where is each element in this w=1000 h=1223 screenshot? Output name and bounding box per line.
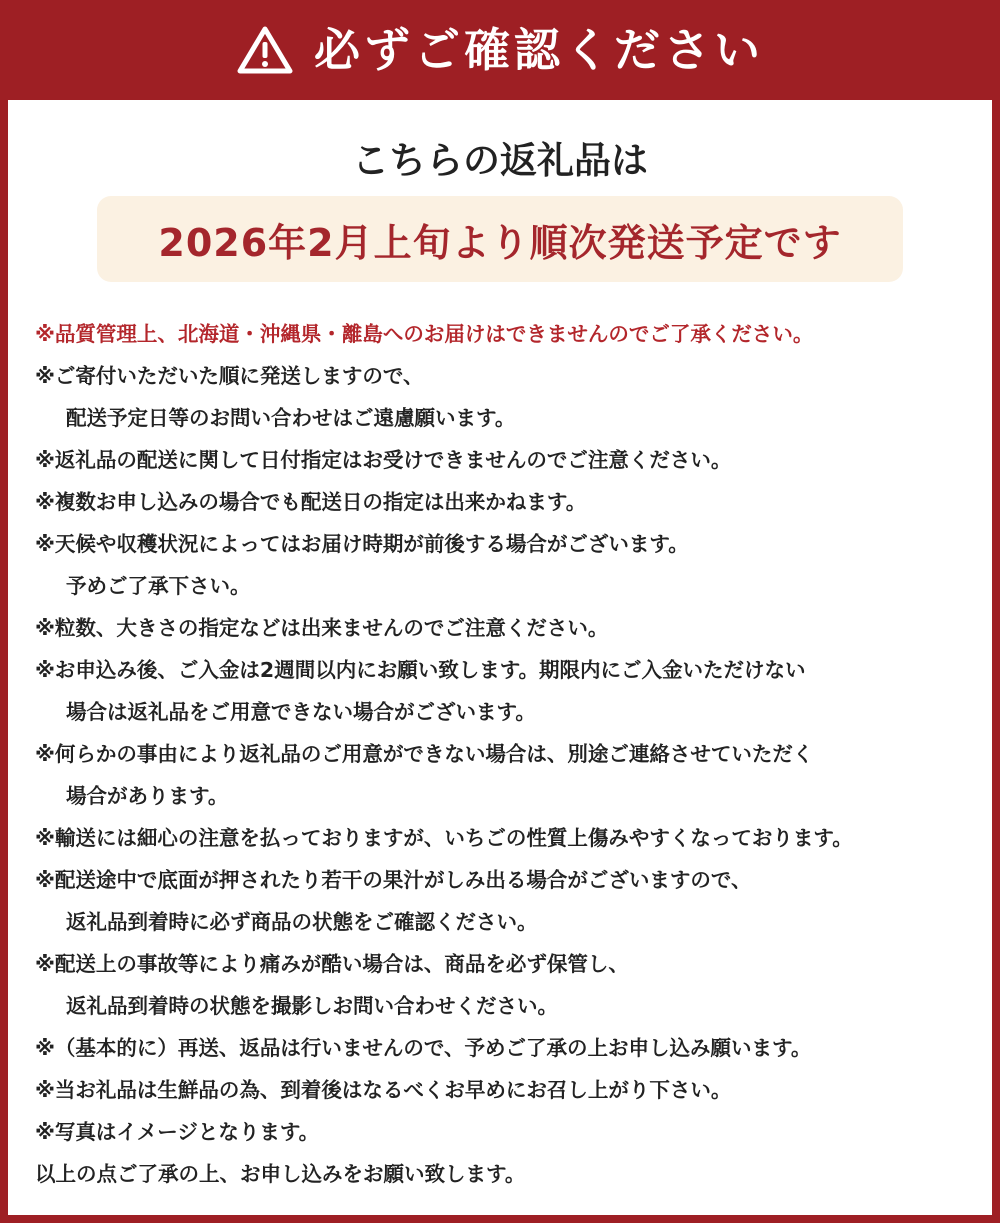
note-line: 場合は返礼品をご用意できない場合がございます。 <box>66 700 536 724</box>
note-line: 返礼品到着時の状態を撮影しお問い合わせください。 <box>66 994 558 1018</box>
note-line: ※品質管理上、北海道・沖縄県・離島へのお届けはできませんのでご了承ください。 <box>35 322 814 346</box>
note-line: ※天候や収穫状況によってはお届け時期が前後する場合がございます。 <box>35 532 689 556</box>
shipping-notice: 2026年2月上旬より順次発送予定です <box>158 220 842 265</box>
note-line: ※当お礼品は生鮮品の為、到着後はなるべくお早めにお召し上がり下さい。 <box>35 1078 732 1102</box>
note-line: 配送予定日等のお問い合わせはご遠慮願います。 <box>66 406 516 430</box>
note-line: ※何らかの事由により返礼品のご用意ができない場合は、別途ご連絡させていただく <box>35 742 814 766</box>
note-line: ※配送上の事故等により痛みが酷い場合は、商品を必ず保管し、 <box>35 952 629 976</box>
header-title: 必ずご確認ください <box>314 23 764 77</box>
note-line: ※写真はイメージとなります。 <box>35 1120 320 1144</box>
note-line: ※粒数、大きさの指定などは出来ませんのでご注意ください。 <box>35 616 609 640</box>
note-line: ※お申込み後、ご入金は2週間以内にお願い致します。期限内にご入金いただけない <box>35 658 806 682</box>
note-line: ※返礼品の配送に関して日付指定はお受けできませんのでご注意ください。 <box>35 448 732 472</box>
note-line: ※輸送には細心の注意を払っておりますが、いちごの性質上傷みやすくなっております。 <box>35 826 853 850</box>
shipping-notice-box <box>97 196 903 282</box>
note-line: ※ご寄付いただいた順に発送しますので、 <box>35 364 424 388</box>
warning-header <box>0 0 1000 100</box>
content-panel <box>8 100 992 1215</box>
warning-triangle-icon <box>236 25 294 75</box>
subtitle: こちらの返礼品は <box>352 139 648 182</box>
note-line: 予めご了承下さい。 <box>66 574 251 598</box>
note-line: 返礼品到着時に必ず商品の状態をご確認ください。 <box>66 910 538 934</box>
note-line: ※複数お申し込みの場合でも配送日の指定は出来かねます。 <box>35 490 587 514</box>
note-line: ※（基本的に）再送、返品は行いませんので、予めご了承の上お申し込み願います。 <box>35 1036 812 1060</box>
notes-list <box>35 313 985 1195</box>
note-line: 以上の点ご了承の上、お申し込みをお願い致します。 <box>35 1162 526 1186</box>
note-line: ※配送途中で底面が押されたり若干の果汁がしみ出る場合がございますので、 <box>35 868 752 892</box>
note-line: 場合があります。 <box>66 784 229 808</box>
